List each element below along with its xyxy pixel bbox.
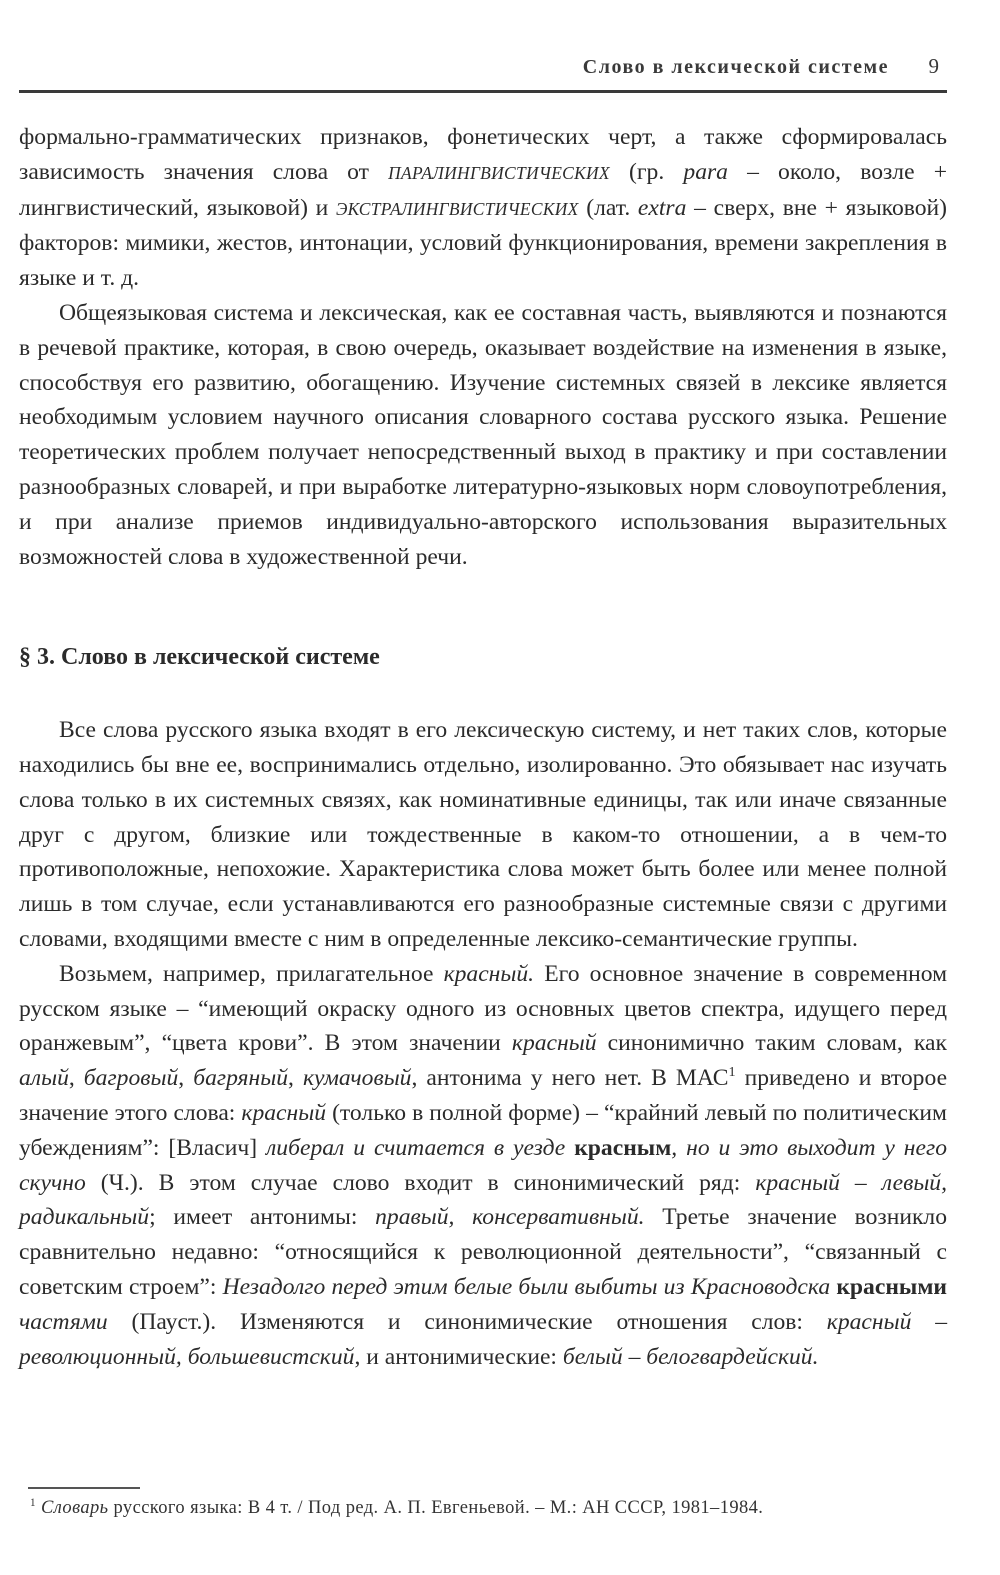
body-text <box>19 120 947 1374</box>
page-number: 9 <box>928 54 939 78</box>
text-run: синонимично таким словам, как <box>596 1030 947 1057</box>
paragraph-3: Все слова русского языка входят в его лексическую систему, и нет таких слов, которые находились бы вне ее, воспринимались отдельно, изолированно. Это обязывает нас изучать слова только в их системных связях, как номинативные единицы, так или иначе связанные друг с другом, близкие или тождественные в каком-то отношении, а в чем-то противоположные, непохожие. Характеристика слова может быть более или менее полной лишь в том случае, если устанавливаются его разнообразные системные связи с другими словами, входящими вместе с ним в определенные лексико-семантические группы. <box>19 717 947 952</box>
footnote-mark: 1 <box>30 1496 36 1509</box>
text-run: формально-грамматических признаков, фонетических черт, а также сформировалась зависимость значения слова от <box>19 124 947 185</box>
text-run: приведено и второе значение этого слова: <box>19 1065 948 1126</box>
text-run: (Пауст.). Изменяются и синонимические отношения слов: <box>107 1308 827 1335</box>
text-run: Третье значение возникло сравнительно недавно: “относящийся к революционной деятельности”, “связанный с советским строем”: <box>19 1204 947 1300</box>
footnote-reference: 1 <box>728 1064 736 1081</box>
example-word: белый – белогвардейский. <box>562 1343 819 1370</box>
quotation: Незадолго перед этим белые были выбиты из Красноводска <box>222 1273 837 1300</box>
text-run: , <box>68 1065 84 1092</box>
paragraph-4 <box>19 957 947 1375</box>
footnote-text: русского языка: В 4 т. / Под ред. А. П. Евгеньевой. – М.: АН СССР, 1981–1984. <box>108 1498 764 1518</box>
text-run: (гр. <box>609 158 684 185</box>
text-run: (лат. <box>578 194 638 221</box>
text-run: – сверх, вне + языковой) факторов: мимики, жестов, интонации, условий функционирования, времени закрепления в языке и т. д. <box>19 194 947 292</box>
example-word: багровый <box>83 1065 179 1092</box>
text-run: (Ч.). В этом случае слово входит в синонимический ряд: <box>85 1169 756 1196</box>
example-word: красный – революционный, большевистский <box>19 1308 947 1370</box>
text-run: , <box>178 1065 194 1092</box>
paragraph-1 <box>19 120 947 296</box>
term-extra: extra <box>637 194 687 221</box>
footnote-italic: Словарь <box>40 1498 109 1518</box>
quotation: либерал и считается в уезде <box>266 1134 575 1161</box>
running-head <box>19 50 947 93</box>
example-word: красный <box>241 1099 327 1126</box>
term-paralinguistic: ПАРАЛИНГВИСТИЧЕСКИХ <box>388 162 610 183</box>
text-run: , и антонимические: <box>354 1343 563 1370</box>
quotation-emphasis: красными <box>836 1273 947 1300</box>
text-run: , <box>288 1065 303 1092</box>
section-heading: § 3. Слово в лексической системе <box>19 644 380 671</box>
example-word: багряный <box>193 1065 289 1092</box>
example-word: алый <box>19 1065 69 1092</box>
quotation-emphasis: красным <box>574 1134 672 1161</box>
footnote-divider <box>28 1487 140 1489</box>
text-run: Его основное значение в современном русском языке – “имеющий окраску одного из основных цветов спектра, идущего перед оранжевым”, “цвета крови”. В этом значении <box>19 960 948 1057</box>
term-para: para <box>683 158 728 185</box>
example-word: кумачовый <box>302 1065 412 1092</box>
text-run: , антонима у него нет. В МАС <box>411 1065 729 1092</box>
running-head-title: Слово в лексической системе <box>582 56 889 78</box>
example-word: красный – левый, радикальный <box>19 1169 947 1231</box>
footnote <box>30 1498 950 1519</box>
paragraph-2: Общеязыковая система и лексическая, как ее составная часть, выявляются и познаются в речевой практике, которая, в свою очередь, оказывает воздействие на изменения в языке, способствуя его развитию, обогащению. Изучение системных связей в лексике является необходимым условием научного описания словарного состава русского языка. Решение теоретических проблем получает непосредственный выход в практику и при составлении разнообразных словарей, и при выработке литературно-языковых норм словоупотребления, и при анализе приемов индивидуально-авторского использования выразительных возможностей слова в художественной речи. <box>19 299 947 570</box>
quotation: частями <box>19 1308 108 1335</box>
text-run: – около, возле + лингвистический, языковой) и <box>19 158 947 221</box>
example-word: красный <box>511 1030 597 1057</box>
quotation: , но и это выходит у него скучно <box>19 1134 947 1196</box>
example-word: правый, консервативный. <box>375 1204 645 1231</box>
text-run: ; имеет антонимы: <box>149 1204 376 1231</box>
text-run: (только в полной форме) – “крайний левый по политическим убеждениям”: [Власич] <box>19 1099 947 1161</box>
text-run: Возьмем, например, прилагательное <box>59 960 444 987</box>
example-word: красный. <box>443 960 535 987</box>
term-extralinguistic: ЭКСТРАЛИНГВИСТИЧЕСКИХ <box>335 198 579 219</box>
